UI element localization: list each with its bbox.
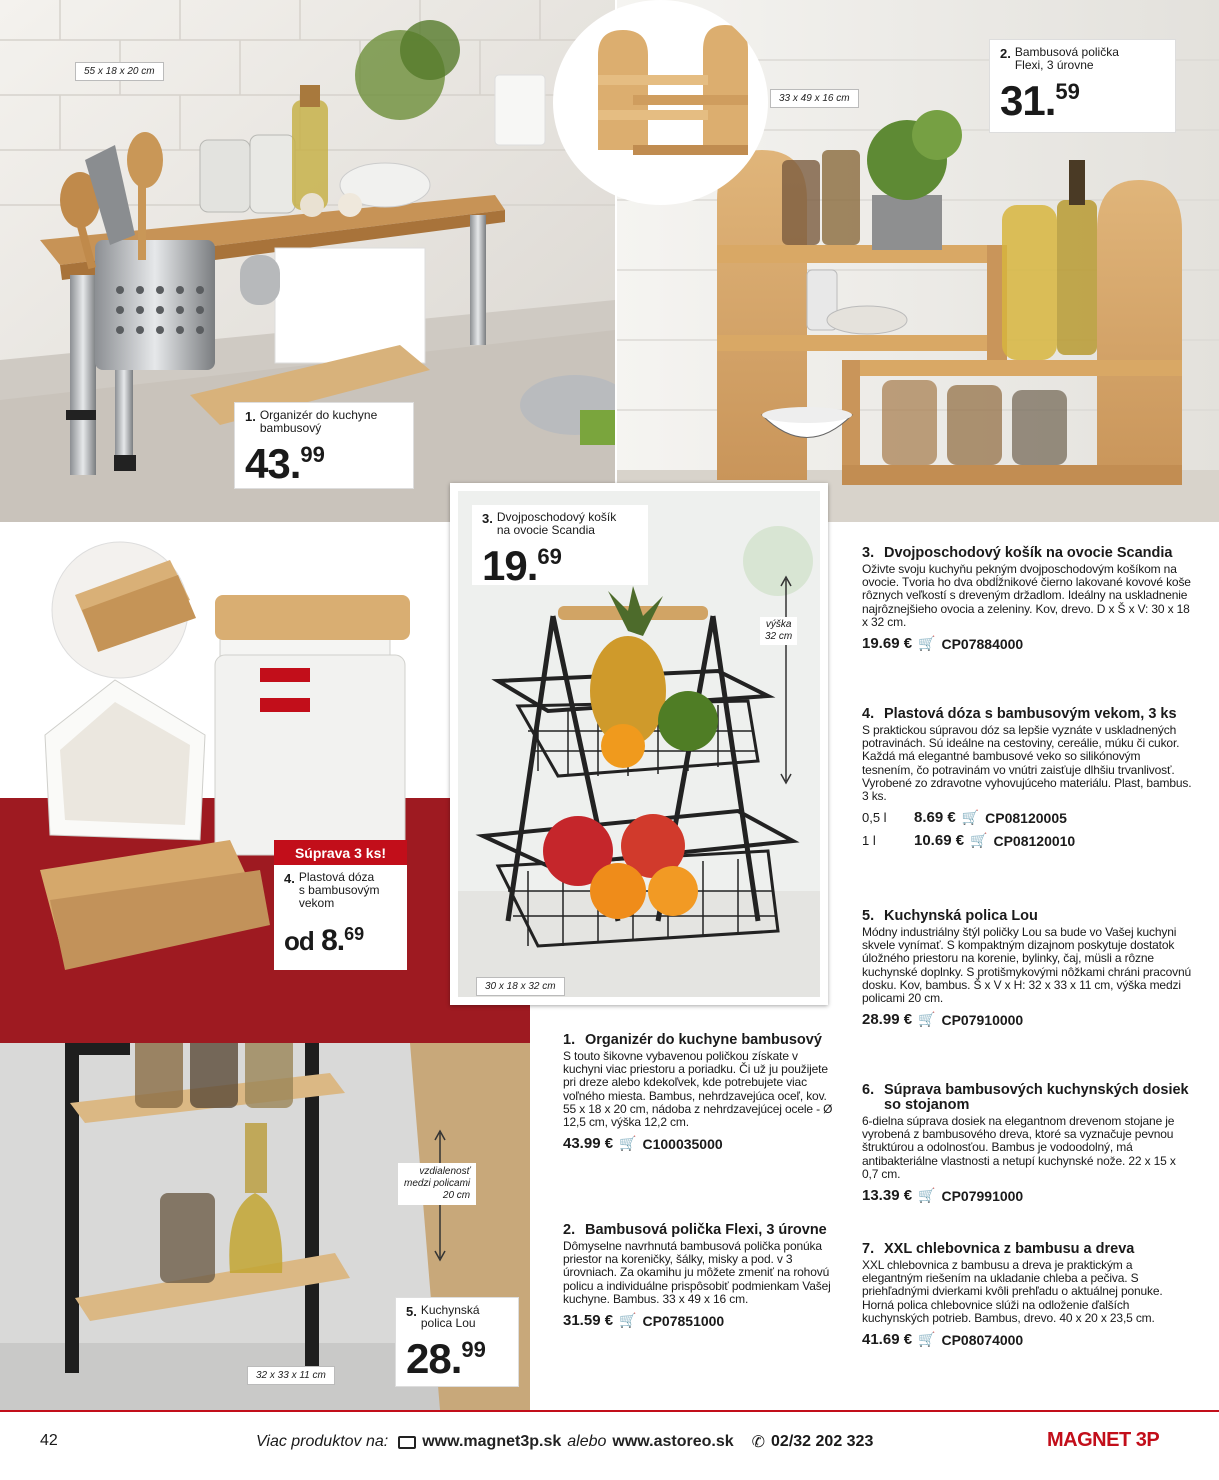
product-title: 7. XXL chlebovnica z bambusu a dreva [862,1241,1135,1257]
tag-price: 19.69 [482,542,562,589]
product-description-6 [862,1083,1192,1204]
price-line: 43.99 € 🛒 C100035000 [563,1135,723,1153]
dimension-label-lou: 32 x 33 x 11 cm [247,1366,335,1385]
product-description-4 [862,707,1192,849]
price-line: 41.69 € 🛒 CP08074000 [862,1331,1024,1349]
product-text: Dômyselne navrhnutá bambusová polička ponúka priestor na koreničky, šálky, misky a pod. v 3 úrovniach. Za okamihu ju môžete zmeniť na rohovú policu a individuálne prispôsobiť podmienkam Vašej kuchyne. Bambus. 33 x 49 x 16 cm. [563,1239,831,1306]
cart-icon[interactable]: 🛒 [619,1135,637,1152]
footer-contact: Viac produktov na: www.magnet3p.sk alebo www.astoreo.sk ✆ 02/32 202 323 [256,1433,874,1451]
basket-height-label: výška 32 cm [760,617,797,645]
product-text: XXL chlebovnica z bambusu a dreva je praktickým a elegantným riešením na ukladanie chleba a pečiva. S priehľadnými dvierkami kvôli prehľadu o aktuálnej ponuke. Horná polica chlebovnice slúži na odloženie ďalších kuchynských potrieb. Bambus, drevo. 40 x 20 x 23,5 cm. [862,1258,1163,1325]
price-line: 28.99 € 🛒 CP07910000 [862,1011,1024,1029]
brand-logo: MAGNET 3P [1047,1429,1160,1451]
tag-price: 28.99 [406,1335,486,1382]
cart-icon[interactable]: 🛒 [918,1331,936,1348]
product-text: Módny industriálny štýl poličky Lou sa bude vo Vašej kuchyni skvele vynímať. S kompaktným dizajnom poskytuje dostatok úložného priestoru na korenie, bylinky, čaj, müsli a rôzne kuchynské doplnky. S protišmykovými nôžkami chráni pracovnú dosku. Kov, bambus. Š x V x H: 32 x 33 x 11 cm, výška medzi policami 20 cm. [862,925,1192,1006]
tag-name: Bambusová polička Flexi, 3 úrovne [1014,45,1119,72]
tag-name: Organizér do kuchyne bambusový [259,408,378,435]
footer [0,1410,1219,1480]
product-description-7 [862,1242,1192,1348]
variant-row: 1 l 10.69 € 🛒 CP08120010 [862,832,1076,850]
price-tag-1 [235,403,413,488]
product-description-2 [563,1223,833,1329]
product-description-1 [563,1033,833,1152]
cart-icon[interactable]: 🛒 [619,1312,637,1329]
tag-name: Plastová dóza s bambusovým vekom [298,870,380,910]
shelf-gap-label: vzdialenosť medzi policami 20 cm [398,1163,476,1205]
product-description-5 [862,909,1192,1028]
tag-price: 43.99 [245,440,325,487]
page-number: 42 [40,1432,58,1449]
link-astoreo[interactable]: www.astoreo.sk [612,1433,734,1450]
product-title: 2. Bambusová polička Flexi, 3 úrovne [563,1222,827,1238]
price-line: 31.59 € 🛒 CP07851000 [563,1312,725,1330]
cart-icon[interactable]: 🛒 [918,635,936,652]
phone-number: 02/32 202 323 [771,1433,874,1450]
tag-name: Kuchynská polica Lou [420,1303,480,1330]
inset-flexi-shelf [553,0,768,205]
dimension-label-basket: 30 x 18 x 32 cm [476,977,565,996]
tag-price: 31.59 [1000,77,1080,124]
cart-icon[interactable]: 🛒 [918,1187,936,1204]
tag-number: 4. [284,871,295,886]
product-text: Oživte svoju kuchyňu pekným dvojposchodovým košíkom na ovocie. Tvoria ho dva obdĺžnikové čierno lakované kovové koše rôznych veľkostí s dreveným držadlom. Ideálny na uskladnenie najrôznejšieho ovocia a zeleniny. Kov, drevo. D x Š x V: 30 x 18 x 32 cm. [862,562,1191,629]
monitor-icon [398,1436,416,1449]
product-text: 6-dielna súprava dosiek na elegantnom drevenom stojane je vyrobená z bambusového dreva, ktoré sa vyznačuje pevnou štruktúrou a odolnosťou. Bambus je vodoodolný, má antibakteriálne vlastnosti a netupí kuchynské nože. 22 x 15 x 0,7 cm. [862,1114,1176,1181]
variant-row: 0,5 l 8.69 € 🛒 CP08120005 [862,809,1067,827]
dimension-label-flexi: 33 x 49 x 16 cm [770,89,859,108]
set-badge: Súprava 3 ks! [274,840,407,865]
product-title: 6. Súprava bambusových kuchynských dosiek so stojanom [862,1082,1189,1113]
cart-icon[interactable]: 🛒 [970,832,988,849]
price-line: 19.69 € 🛒 CP07884000 [862,635,1024,653]
product-title: 1. Organizér do kuchyne bambusový [563,1032,822,1048]
dimension-label-organizer: 55 x 18 x 20 cm [75,62,164,81]
tag-price: od 8.69 [284,924,365,957]
product-title: 5. Kuchynská polica Lou [862,908,1038,924]
product-text: S praktickou súpravou dóz sa lepšie vyznáte v uskladnených potravinách. Sú ideálne na cestoviny, cereálie, múku či cukor. Každá má elegantné bambusové veko so silikónovým tesnením, čo potravinám vo vnútri zaisťuje dlhšiu trvanlivosť. Vyrobené zo zdravotne vyhovujúceho materiálu. Plast, bambus. 3 ks. [862,723,1192,804]
product-title: 4. Plastová dóza s bambusovým vekom, 3 ks [862,706,1177,722]
product-description-3 [862,546,1192,652]
tag-name: Dvojposchodový košík na ovocie Scandia [496,510,617,537]
tag-number: 5. [406,1304,417,1319]
tag-number: 1. [245,409,256,424]
cart-icon[interactable]: 🛒 [918,1011,936,1028]
tag-number: 2. [1000,46,1011,61]
price-tag-4 [274,865,407,970]
product-text: S touto šikovne vybavenou poličkou získate v kuchyni viac priestoru a poriadku. Či už ju použijete pri dreze alebo kdekoľvek, kde potrebujete viac voľného miesta. Bambus, nehrdzavejúca oceľ, kov. 55 x 18 x 20 cm, nádoba z nehrdzavejúcej ocele - Ø 12,5 cm, výška 12,2 cm. [563,1049,833,1130]
price-tag-5 [396,1298,518,1386]
price-line: 13.39 € 🛒 CP07991000 [862,1187,1024,1205]
price-tag-2 [990,40,1175,132]
product-title: 3. Dvojposchodový košík na ovocie Scandia [862,545,1173,561]
cart-icon[interactable]: 🛒 [961,809,980,826]
link-magnet3p[interactable]: www.magnet3p.sk [422,1433,562,1450]
phone-icon: ✆ [751,1434,766,1451]
price-tag-3 [472,505,648,589]
tag-number: 3. [482,511,493,526]
